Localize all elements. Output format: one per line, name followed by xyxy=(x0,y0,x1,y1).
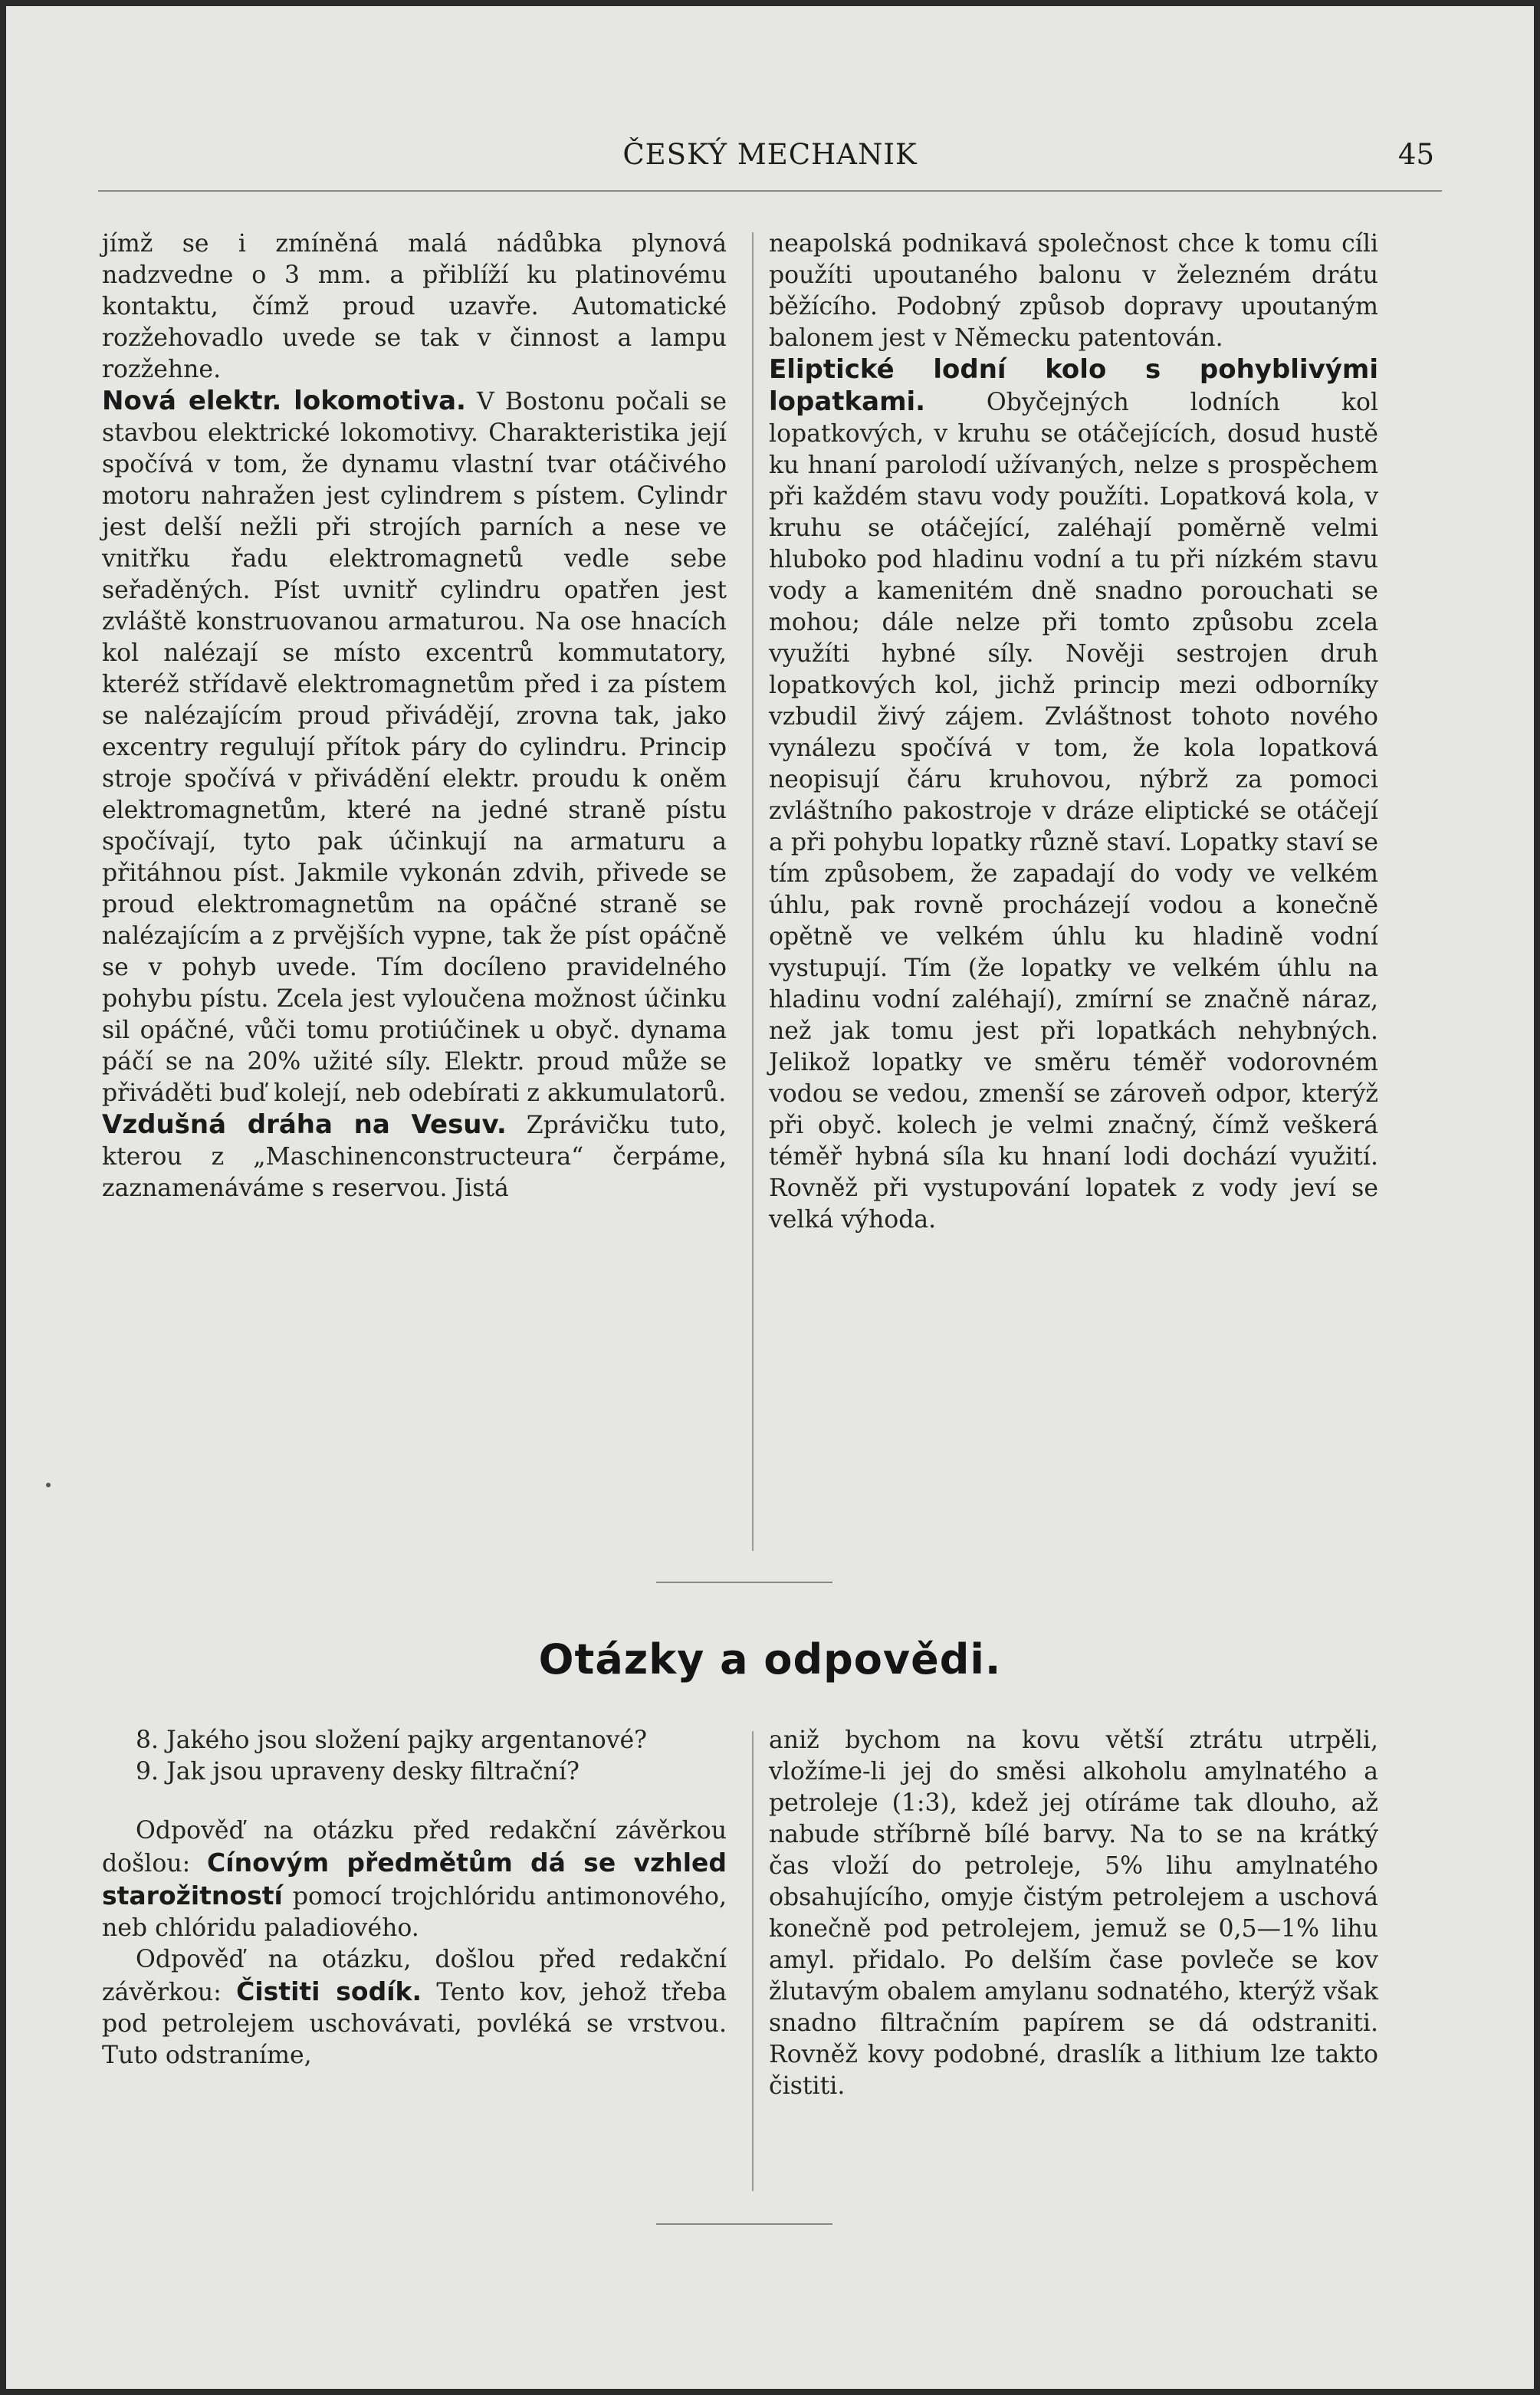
paragraph: jímž se i zmíněná malá nádůbka plynová nadzvedne o 3 mm. a přiblíží ku platinovému kontaktu, čímž proud uzavře. Automatické rozžehovadlo uvede se tak v činnost a lampu rozžehne. xyxy=(102,230,727,383)
journal-title: ČESKÝ MECHANIK xyxy=(622,138,918,171)
running-header xyxy=(83,138,1457,181)
article-heading: Eliptické lodní kolo s pohyblivými lopatkami. xyxy=(769,354,1378,417)
top-left-column xyxy=(102,228,727,1204)
section-rule xyxy=(656,1582,832,1583)
question-8: 8. Jakého jsou složení pajky argentanové? xyxy=(136,1726,648,1754)
answer-intro: Odpověď na otázku, došlou před redakční závěrkou: xyxy=(102,1946,727,2006)
answer-text: Tento kov, jehož třeba pod petrolejem uschovávati, povléká se vrstvou. Tuto odstraníme, xyxy=(102,1979,727,2069)
answer-text: pomocí trojchlóridu antimonového, neb chlóridu paladiového. xyxy=(102,1883,727,1942)
paragraph: aniž bychom na kovu větší ztrátu utrpěli, vložíme-li jej do směsi alkoholu amylnatého a petroleje (1:3), kdež jej otíráme tak dlouho, až nabude stříbrně bílé barvy. Na to se na krátký čas vloží do petroleje, 5% lihu amylnatého obsahujícího, omyje čistým petrolejem a uschová konečně pod petrolejem, jemuž se 0,5—1% lihu amyl. přidalo. Po delším čase povleče se kov žlutavým obalem amylanu sodnatého, kterýž však snadno filtračním papírem se dá odstraniti. Rovněž kovy podobné, draslík a lithium lze takto čistiti. xyxy=(769,1726,1378,2100)
end-rule xyxy=(656,2223,832,2225)
article-text: V Bostonu počali se stavbou elektrické lokomotivy. Charakteristika její spočívá v tom, že dynamu vlastní tvar otáčivého motoru nahražen jest cylindrem s pístem. Cylindr jest delší nežli při strojích parních a nese ve vnitřku řadu elektromagnetů vedle sebe seřaděných. Píst uvnitř cylindru opatřen jest zvláště konstruovanou armaturou. Na ose hnacích kol nalézají se místo excentrů kommutatory, kteréž střídavě elektromagnetům před i za pístem se nalézajícím proud přivádějí, zrovna tak, jako excentry regulují přítok páry do cylindru. Princip stroje spočívá v přivádění elektr. proudu k oněm elektromagnetům, které na jedné straně pístu spočívají, tyto pak účinkují na armaturu a přitáhnou píst. Jakmile vykonán zdvih, přivede se proud elektromagnetům na opáčné straně se nalézajícím a z prvějších vypne, tak že píst opáčně se v pohyb uvede. Tím docíleno pravidelného pohybu pístu. Zcela jest vyloučena možnost účinku sil opáčné, vůči tomu protiúčinek u obyč. dynama páčí se na 20% užité síly. Elektr. proud může se přiváděti buď kolejí, neb odebírati z akkumulatorů. xyxy=(102,388,727,1107)
answer-intro: Odpověď na otázku před redakční závěrkou došlou: xyxy=(102,1817,727,1878)
question-9: 9. Jak jsou upraveny desky filtrační? xyxy=(136,1758,580,1786)
article-text: Obyčejných lodních kol lopatkových, v kruhu se otáčejících, dosud hustě ku hnaní parolodí užívaných, nelze s prospěchem při každém stavu vody použíti. Lopatková kola, v kruhu se otáčející, zaléhají poměrně velmi hluboko pod hladinu vodní a tu při nízkém stavu vody a kamenitém dně snadno porouchati se mohou; dále nelze při tomto způsobu zcela využíti hybné síly. Nověji sestrojen druh lopatkových kol, jichž princip mezi odborníky vzbudil živý zájem. Zvláštnost tohoto nového vynálezu spočívá v tom, že kola lopatková neopisují čáru kruhovou, nýbrž za pomoci zvláštního pakostroje v dráze eliptické se otáčejí a při pohybu lopatky různě staví. Lopatky staví se tím způsobem, že zapadají do vody ve velkém úhlu, pak rovně procházejí vodou a konečně opětně ve velkém úhlu ku hladině vodní vystupují. Tím (že lopatky ve velkém úhlu na hladinu vodní zaléhají), zmírní se značně náraz, než jak tomu jest při lopatkách nehybných. Jelikož lopatky ve směru téměř vodorovném vodou se vedou, zmenší se zároveň odpor, kterýž při obyč. kolech je velmi značný, čímž veškerá téměř hybná síla ku hnaní lodi dochází využití. Rovněž při vystupování lopatek z vody jeví se velká výhoda. xyxy=(769,389,1378,1234)
article-lodni-kolo xyxy=(769,354,1378,1236)
header-rule xyxy=(98,190,1442,192)
column-divider xyxy=(752,232,754,1551)
article-vesuv xyxy=(102,1109,727,1204)
article-heading: Vzdušná dráha na Vesuv. xyxy=(102,1109,507,1140)
page-number: 45 xyxy=(1397,138,1434,171)
article-lokomotiva xyxy=(102,386,727,1109)
answer-heading: Čistiti sodík. xyxy=(236,1976,422,2006)
answer-2 xyxy=(102,1944,727,2071)
margin-dot xyxy=(46,1483,51,1487)
section-title: Otázky a odpovědi. xyxy=(538,1635,1002,1684)
bottom-right-column xyxy=(769,1725,1378,2102)
top-right-column xyxy=(769,228,1378,1236)
answer-heading: Cínovým předmětům dá se vzhled starožitností xyxy=(102,1848,727,1910)
scanned-page xyxy=(6,6,1534,2389)
column-divider xyxy=(752,1731,754,2191)
bottom-left-column xyxy=(102,1725,727,2071)
article-heading: Nová elektr. lokomotiva. xyxy=(102,386,466,416)
paragraph: neapolská podnikavá společnost chce k tomu cíli použíti upoutaného balonu v železném drátu běžícího. Podobný způsob dopravy upoutaným balonem jest v Německu patentován. xyxy=(769,230,1378,352)
answer-1 xyxy=(102,1815,727,1944)
article-text: Zprávičku tuto, kterou z „Maschinenconstructeura“ čerpáme, zaznamenáváme s reservou. Jistá xyxy=(102,1112,727,1202)
